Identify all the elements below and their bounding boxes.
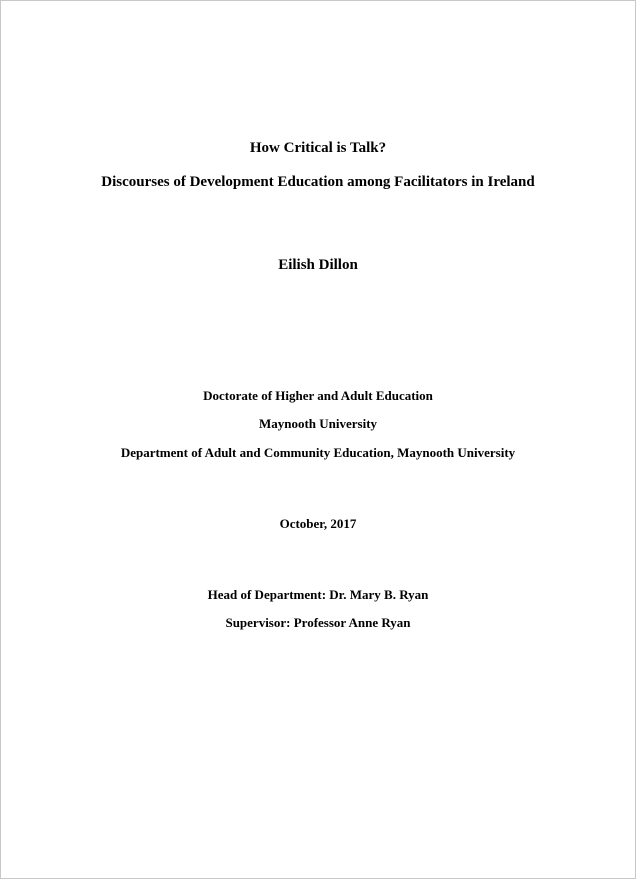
thesis-subtitle: Discourses of Development Education among Facilitators in Ireland <box>101 174 535 190</box>
author-name: Eilish Dillon <box>278 257 358 273</box>
university-name: Maynooth University <box>258 416 378 431</box>
thesis-title: How Critical is Talk? <box>249 140 387 156</box>
department-name: Department of Adult and Community Education, Maynooth University <box>120 445 516 460</box>
submission-date: October, 2017 <box>279 516 357 531</box>
supervisor: Supervisor: Professor Anne Ryan <box>225 615 411 630</box>
head-of-department: Head of Department: Dr. Mary B. Ryan <box>207 587 429 602</box>
degree-name: Doctorate of Higher and Adult Education <box>203 388 433 403</box>
